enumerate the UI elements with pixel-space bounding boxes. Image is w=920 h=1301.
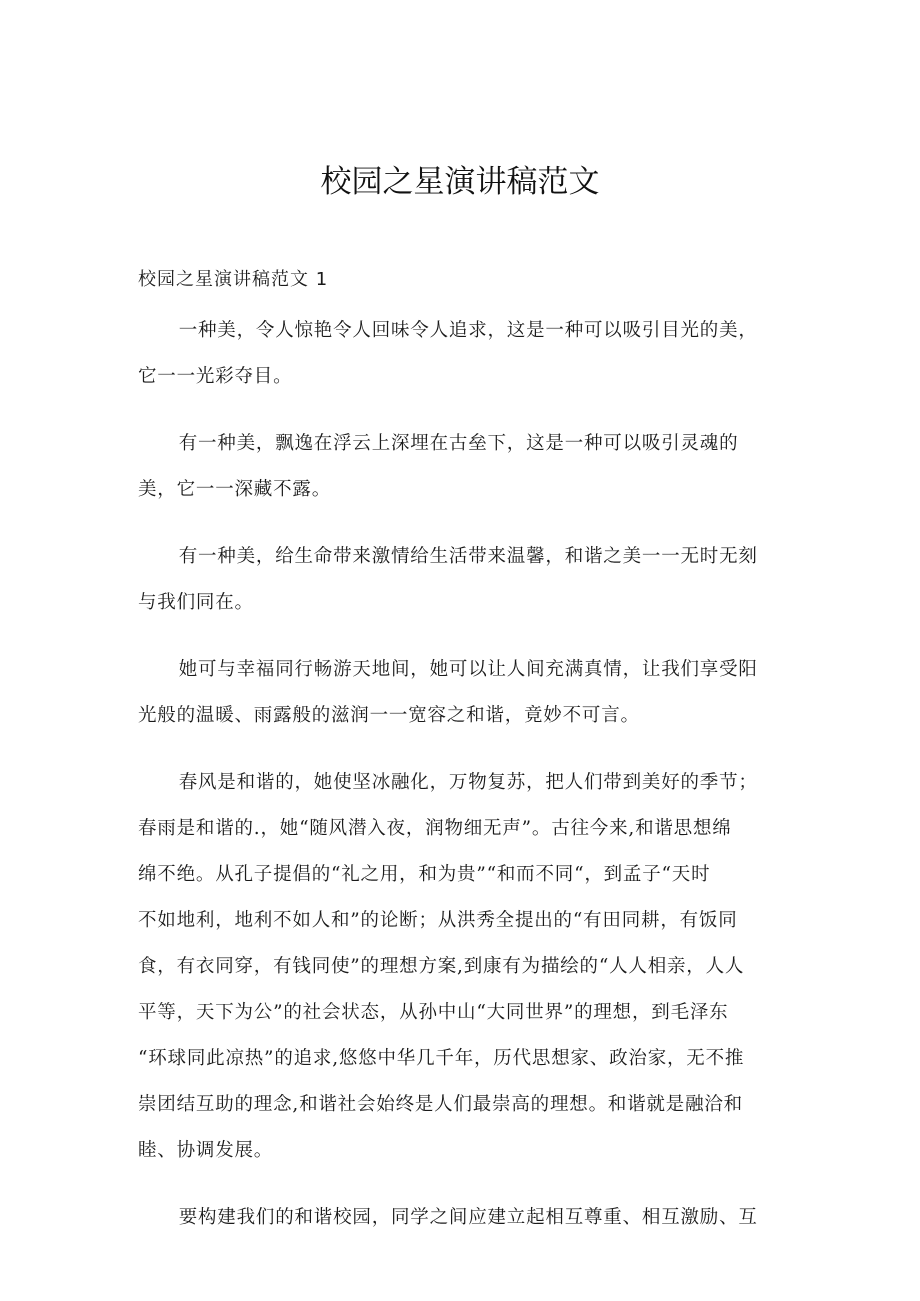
paragraph: 要构建我们的和谐校园，同学之间应建立起相互尊重、相互激励、互 — [178, 1207, 758, 1228]
paragraph: 春风是和谐的，她使坚冰融化，万物复苏，把人们带到美好的季节； 春雨是和谐的.，她“随风潜入夜，润物细无声”。古往今来,和谐思想绵 绵不绝。从孔子提倡的“礼之用，和为贵”“和而不同“，到孟子“天时 不如地利，地利不如人和”的论断；从洪秀全提出的“有田同耕，有饭同 食，有衣同穿，有钱同使”的理想方案,到康有为描绘的“人人相亲，人人 平等，天下为公”的社会状态，从孙中山“大同世界”的理想，到毛泽东 “环球同此凉热”的追求,悠悠中华几千年，历代思想家、政治家，无不推 崇团结互助的理念,和谐社会始终是人们最崇高的理想。和谐就是融洽和 睦、协调发展。 — [138, 772, 758, 1161]
paragraph: 有一种美，飘逸在浮云上深埋在古垒下，这是一种可以吸引灵魂的 美，它一一深藏不露。 — [138, 433, 739, 500]
section-heading: 校园之星演讲稿范文 1 — [138, 269, 329, 290]
paragraph: 一种美，令人惊艳令人回味令人追求，这是一种可以吸引目光的美， 它一一光彩夺目。 — [138, 320, 758, 387]
document-body — [138, 308, 793, 1262]
paragraph: 她可与幸福同行畅游天地间，她可以让人间充满真情，让我们享受阳 光般的温暖、雨露般的滋润一一宽容之和谐，竟妙不可言。 — [138, 659, 758, 726]
document-title: 校园之星演讲稿范文 — [320, 164, 600, 200]
paragraph: 有一种美，给生命带来激情给生活带来温馨，和谐之美一一无时无刻 与我们同在。 — [138, 546, 758, 613]
